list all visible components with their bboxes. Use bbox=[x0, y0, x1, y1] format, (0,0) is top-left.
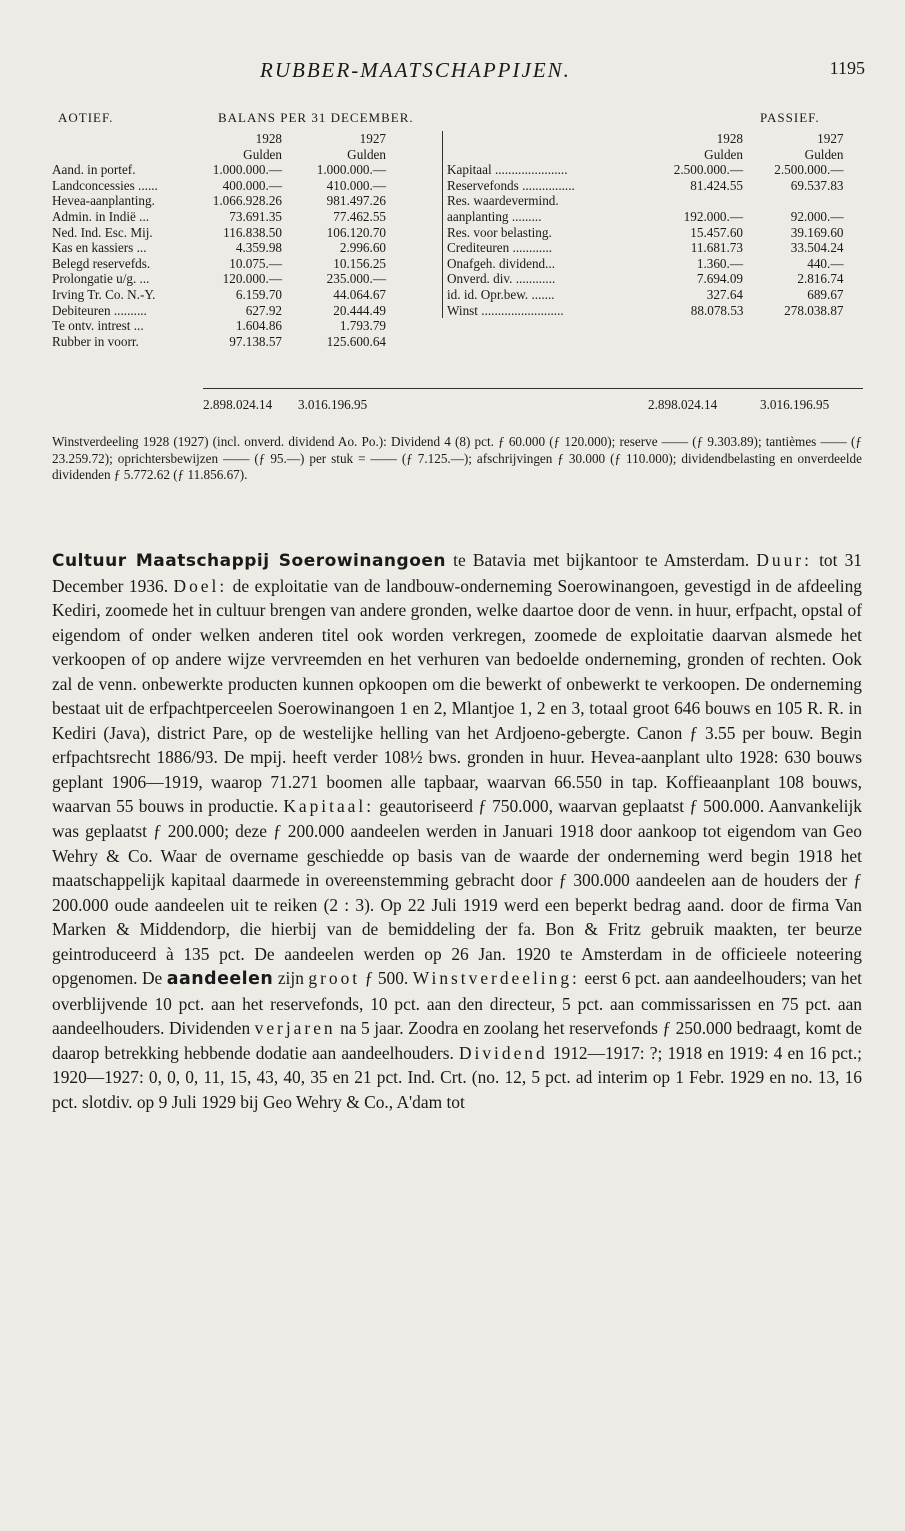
year-1928: 1928 bbox=[716, 131, 743, 146]
row-label: Onafgeh. dividend... bbox=[447, 255, 556, 271]
aktief-row bbox=[52, 271, 386, 287]
currency-header-row bbox=[443, 147, 844, 163]
year-header-row bbox=[443, 131, 844, 147]
year-1927: 1927 bbox=[359, 131, 386, 146]
row-label: Ned. Ind. Esc. Mij. bbox=[52, 224, 153, 240]
passief-row bbox=[443, 193, 844, 209]
total-passief-1928: 2.898.024.14 bbox=[648, 397, 718, 412]
value-1927: 33.504.24 bbox=[790, 240, 844, 256]
aktief-row bbox=[52, 318, 386, 334]
company-article bbox=[52, 548, 862, 1115]
value-1928: 10.075.— bbox=[229, 255, 282, 271]
balance-sheet-title: BALANS PER 31 DECEMBER. bbox=[218, 110, 414, 125]
row-label: Kas en kassiers ... bbox=[52, 240, 147, 256]
row-label: Prolongatie u/g. ... bbox=[52, 271, 150, 287]
value-1928: 11.681.73 bbox=[690, 240, 743, 256]
currency-label: Gulden bbox=[804, 146, 844, 162]
value-1927: 10.156.25 bbox=[333, 255, 386, 271]
currency-label: Gulden bbox=[347, 146, 386, 162]
passief-row bbox=[443, 240, 844, 256]
value-1928: 116.838.50 bbox=[223, 224, 282, 240]
row-label: Res. voor belasting. bbox=[447, 224, 552, 240]
value-1927: 278.038.87 bbox=[784, 302, 844, 318]
row-label: Hevea-aanplanting. bbox=[52, 193, 155, 209]
winstverdeeling-paragraph: Winstverdeeling 1928 (1927) (incl. onverd. dividend Ao. Po.): Dividend 4 (8) pct. ƒ 60.000 (ƒ 120.000); reserve —— (ƒ 9.303.89); tantièmes —— (ƒ 23.259.72); oprichtersbewijzen —— (ƒ 95.—) per stuk = —— (ƒ 7.125.—); afschrijvingen ƒ 30.000 (ƒ 110.000); dividendbelasting en onverdeelde dividenden ƒ 5.772.62 (ƒ 11.856.67). bbox=[52, 434, 862, 482]
passief-row bbox=[443, 162, 844, 178]
aktief-row bbox=[52, 303, 386, 319]
article-text: eerst 6 pct. aan aandeelhouders; van het overblijvende 10 pct. aan het reservefonds, 10 pct. aan den directeur, 5 pct. aan commissarissen en 75 pct. aan aandeelhouders. Dividenden bbox=[52, 968, 862, 1039]
winstverdeeling-label: Winstverdeeling: bbox=[412, 968, 580, 989]
passief-label: PASSIEF. bbox=[760, 110, 820, 125]
year-1927: 1927 bbox=[817, 131, 844, 146]
value-1927: 125.600.64 bbox=[326, 333, 386, 349]
value-1927: 981.497.26 bbox=[326, 193, 386, 209]
verjaren-label: verjaren bbox=[254, 1018, 336, 1039]
value-1928 bbox=[645, 193, 744, 209]
passief-row bbox=[443, 209, 844, 225]
value-1927 bbox=[744, 193, 844, 209]
value-1927: 39.169.60 bbox=[790, 224, 844, 240]
aktief-row bbox=[52, 193, 386, 209]
value-1927: 77.462.55 bbox=[333, 208, 386, 224]
row-label: Debiteuren .......... bbox=[52, 302, 147, 318]
row-label: Res. waardevermind. bbox=[447, 193, 559, 209]
article-text: zijn bbox=[273, 968, 309, 989]
value-1927: 410.000.— bbox=[326, 177, 386, 193]
passief-row bbox=[443, 271, 844, 287]
value-1928: 2.500.000.— bbox=[673, 162, 743, 178]
currency-label: Gulden bbox=[243, 146, 282, 162]
row-label: Irving Tr. Co. N.-Y. bbox=[52, 286, 156, 302]
value-1928: 192.000.— bbox=[683, 208, 743, 224]
aktief-label: AOTIEF. bbox=[58, 110, 114, 125]
row-label: Crediteuren ............ bbox=[447, 240, 553, 256]
passief-table bbox=[442, 131, 844, 318]
doel-label: Doel: bbox=[173, 575, 228, 596]
balance-sheet-heading bbox=[0, 110, 905, 130]
value-1927: 1.793.79 bbox=[339, 318, 386, 334]
dividend-label: Dividend bbox=[458, 1042, 548, 1063]
row-label: aanplanting ......... bbox=[447, 208, 542, 224]
article-text: ƒ 500. bbox=[360, 968, 413, 989]
value-1927: 1.000.000.— bbox=[316, 162, 386, 178]
article-text: 1912—1917: ?; 1918 en 1919: 4 en 16 pct.; 1920—1927: 0, 0, 0, 11, 15, 43, 40, 35 en 21 pct. Ind. Crt. (no. 12, 5 pct. ad interim op 1 Febr. 1929 en no. 13, 16 pct. slotdiv. op 9 Juli 1929 bij Geo Wehry & Co., A'dam tot bbox=[52, 1042, 862, 1113]
value-1927: 2.500.000.— bbox=[774, 162, 844, 178]
passief-row bbox=[443, 303, 844, 319]
aktief-table bbox=[52, 131, 386, 349]
value-1927: 44.064.67 bbox=[333, 286, 386, 302]
aktief-row bbox=[52, 287, 386, 303]
row-label: Onverd. div. ............ bbox=[447, 271, 556, 287]
row-label: Rubber in voorr. bbox=[52, 333, 139, 349]
aktief-row bbox=[52, 178, 386, 194]
passief-row bbox=[443, 225, 844, 241]
article-text: na 5 jaar. Zoodra en zoolang het reservefonds ƒ 250.000 bedraagt, komt de daarop betrekking hebbende dodatie aan aandeelhouders. bbox=[52, 1018, 862, 1063]
currency-header-row bbox=[52, 147, 386, 163]
value-1927: 440.— bbox=[807, 255, 844, 271]
value-1928: 1.000.000.— bbox=[212, 162, 282, 178]
value-1928: 88.078.53 bbox=[690, 302, 744, 318]
aktief-row bbox=[52, 334, 386, 350]
value-1927: 2.996.60 bbox=[339, 240, 386, 256]
passief-row bbox=[443, 178, 844, 194]
duur-label: Duur: bbox=[756, 550, 812, 570]
article-text: tot 31 December 1936. bbox=[52, 550, 862, 596]
total-passief-1927: 3.016.196.95 bbox=[760, 397, 830, 412]
value-1928: 327.64 bbox=[706, 286, 743, 302]
value-1928: 73.691.35 bbox=[229, 208, 282, 224]
value-1928: 120.000.— bbox=[222, 271, 282, 287]
row-label: Belegd reservefds. bbox=[52, 255, 151, 271]
row-label: Winst ......................... bbox=[447, 302, 564, 318]
running-title: RUBBER-MAATSCHAPPIJEN. bbox=[260, 58, 571, 82]
value-1928: 1.604.86 bbox=[235, 318, 282, 334]
aandeelen-label: aandeelen bbox=[166, 969, 274, 990]
aktief-row bbox=[52, 256, 386, 272]
year-1928: 1928 bbox=[255, 131, 282, 146]
row-label: Te ontv. intrest ... bbox=[52, 318, 144, 334]
row-label: Admin. in Indië ... bbox=[52, 208, 150, 224]
groot-label: groot bbox=[308, 968, 361, 989]
aktief-row bbox=[52, 209, 386, 225]
total-aktief-1928: 2.898.024.14 bbox=[203, 397, 273, 412]
aktief-row bbox=[52, 162, 386, 178]
value-1928: 627.92 bbox=[245, 302, 282, 318]
aktief-row bbox=[52, 225, 386, 241]
value-1928: 81.424.55 bbox=[690, 177, 743, 193]
passief-row bbox=[443, 256, 844, 272]
article-text: de exploitatie van de landbouw-onderneming Soerowinangoen, gevestigd in de afdeeling Kediri, zoomede het in cultuur brengen van andere gronden, welke daartoe door de venn. in huur, erfpacht, opstal of eigendom of onder welken anderen titel ook worden verkregen, zoomede de exploitatie daarvan alsmede het verkoopen of op andere wijze vervreemden en het verhuren van bedoelde onderneming, gronden of rechten. Ook zal de venn. onbewerkte producten kunnen opkoopen om die bewerkt of onbewerkt te verkoopen. De onderneming bestaat uit de erfpachtperceelen Soerowinangoen 1 en 2, Mlantjoe 1, 2 en 3, totaal groot 646 bouws en 105 R. R. in Kediri (Java), district Pare, op de westelijke helling van het Ardjoeno-gebergte. Canon ƒ 3.55 per bouw. Begin erfpachtsrecht 1886/93. De mpij. heeft verder 108½ bws. gronden in huur. Hevea-aanplant ulto 1928: 630 bouws geplant 1906—1919, waarop 71.271 boomen alle tapbaar, waarvan 66.550 in tap. Koffieaanplant 108 bouws, waarvan 55 bouws in productie. bbox=[52, 575, 862, 817]
kapitaal-label: Kapitaal: bbox=[283, 796, 375, 817]
page-number: 1195 bbox=[829, 58, 865, 78]
year-header-row bbox=[52, 131, 386, 147]
page-header bbox=[0, 58, 905, 84]
row-label: Reservefonds ................ bbox=[447, 177, 575, 193]
value-1928: 15.457.60 bbox=[690, 224, 743, 240]
totals-rule bbox=[203, 388, 863, 389]
row-label: id. id. Opr.bew. ....... bbox=[447, 286, 555, 302]
row-label: Aand. in portef. bbox=[52, 162, 136, 178]
value-1928: 97.138.57 bbox=[229, 333, 282, 349]
value-1927: 2.816.74 bbox=[797, 271, 844, 287]
company-name: Cultuur Maatschappij Soerowinangoen bbox=[52, 551, 447, 571]
value-1927: 92.000.— bbox=[790, 208, 844, 224]
value-1927: 689.67 bbox=[807, 286, 844, 302]
passief-row bbox=[443, 287, 844, 303]
value-1928: 4.359.98 bbox=[235, 240, 282, 256]
article-text: te Batavia met bijkantoor te Amsterdam. bbox=[446, 550, 757, 570]
currency-label: Gulden bbox=[704, 146, 743, 162]
value-1927: 20.444.49 bbox=[333, 302, 386, 318]
row-label: Landconcessies ...... bbox=[52, 177, 158, 193]
article-text: geautoriseerd ƒ 750.000, waarvan geplaatst ƒ 500.000. Aanvankelijk was geplaatst ƒ 200.000; deze ƒ 200.000 aandeelen werden in Januari 1918 door aankoop tot eigendom van Geo Wehry & Co. Waar de overname geschiedde op basis van de waarde der onderneming werd begin 1918 het maatschappelijk kapitaal daarmede in overeenstemming gebracht door ƒ 300.000 aandeelen aan de houders der ƒ 200.000 oude aandeelen uit te reiken (2 : 3). Op 22 Juli 1919 werd een beperkt bedrag aand. door de firma Van Marken & Middendorp, die hierbij van de bemiddeling der fa. Bon & Fritz gebruik maakten, ter beurze geintroduceerd à 135 pct. De aandeelen werden op 26 Jan. 1920 te Amsterdam in de officieele noteering opgenomen. De bbox=[52, 796, 862, 989]
total-aktief-1927: 3.016.196.95 bbox=[298, 397, 368, 412]
row-label: Kapitaal ...................... bbox=[447, 162, 568, 178]
aktief-row bbox=[52, 240, 386, 256]
value-1927: 235.000.— bbox=[326, 271, 386, 287]
value-1928: 6.159.70 bbox=[235, 286, 282, 302]
value-1928: 1.066.928.26 bbox=[212, 193, 282, 209]
value-1927: 106.120.70 bbox=[326, 224, 386, 240]
value-1928: 400.000.— bbox=[222, 177, 282, 193]
value-1927: 69.537.83 bbox=[790, 177, 844, 193]
value-1928: 1.360.— bbox=[696, 255, 743, 271]
value-1928: 7.694.09 bbox=[696, 271, 743, 287]
